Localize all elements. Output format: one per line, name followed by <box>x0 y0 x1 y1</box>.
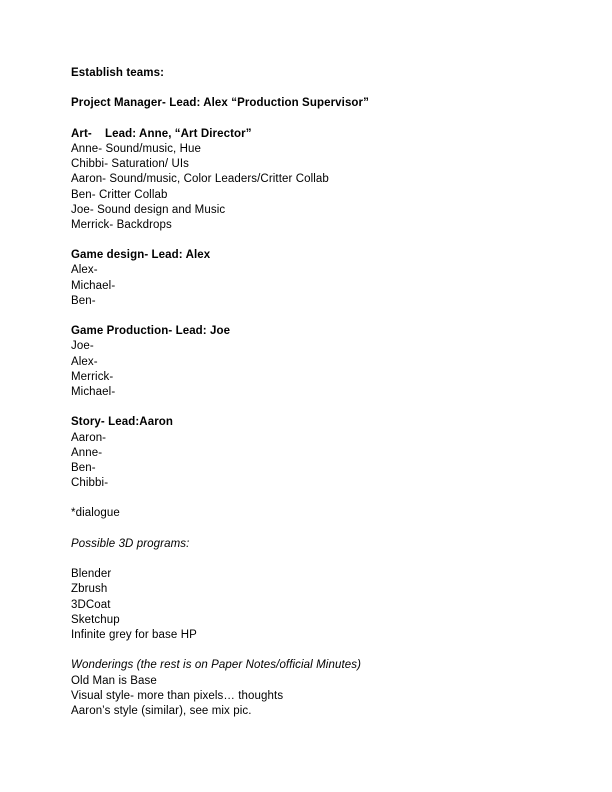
blank-line <box>71 400 576 415</box>
text-line: Blender <box>71 568 112 581</box>
text-line: Aaron- Sound/music, Color Leaders/Critter Collab <box>71 173 329 186</box>
italic-note-line: Possible 3D programs: <box>71 537 190 550</box>
text-line: Alex- <box>71 355 98 368</box>
text-line: Anne- <box>71 446 103 459</box>
text-line: Joe- Sound design and Music <box>71 203 226 216</box>
blank-line <box>71 112 576 127</box>
blank-line <box>71 233 576 248</box>
text-line: Sketchup <box>71 613 120 626</box>
section-heading-line: Art- Lead: Anne, “Art Director” <box>71 127 252 140</box>
blank-line <box>71 309 576 324</box>
blank-line <box>71 522 576 537</box>
text-line: Chibbi- Saturation/ UIs <box>71 158 189 171</box>
text-line: Michael- <box>71 279 116 292</box>
blank-line <box>71 643 576 658</box>
blank-line <box>71 81 576 96</box>
text-line: 3DCoat <box>71 598 111 611</box>
text-line: Infinite grey for base HP <box>71 628 197 641</box>
text-line: Zbrush <box>71 583 108 596</box>
text-line: Merrick- <box>71 370 114 383</box>
text-line: Aaron- <box>71 431 107 444</box>
text-line: Anne- Sound/music, Hue <box>71 142 202 155</box>
text-line: Merrick- Backdrops <box>71 218 172 231</box>
section-heading-line: Story- Lead:Aaron <box>71 416 174 429</box>
text-line: Aaron’s style (similar), see mix pic. <box>71 704 252 717</box>
blank-line <box>71 491 576 506</box>
section-heading-line: Establish teams: <box>71 67 164 79</box>
text-line: Old Man is Base <box>71 674 157 687</box>
text-line: *dialogue <box>71 507 120 520</box>
text-line: Alex- <box>71 264 98 277</box>
section-heading-line: Project Manager- Lead: Alex “Production Supervisor” <box>71 97 369 110</box>
text-line: Chibbi- <box>71 477 109 490</box>
text-line: Joe- <box>71 340 94 353</box>
section-heading-line: Game design- Lead: Alex <box>71 249 211 262</box>
text-line: Visual style- more than pixels… thoughts <box>71 689 284 702</box>
document-body <box>71 66 576 719</box>
italic-note-line: Wonderings (the rest is on Paper Notes/official Minutes) <box>71 659 362 672</box>
text-line: Michael- <box>71 385 116 398</box>
text-line: Ben- <box>71 294 96 307</box>
section-heading-line: Game Production- Lead: Joe <box>71 325 231 338</box>
blank-line <box>71 552 576 567</box>
text-line: Ben- Critter Collab <box>71 188 168 201</box>
text-line: Ben- <box>71 461 96 474</box>
